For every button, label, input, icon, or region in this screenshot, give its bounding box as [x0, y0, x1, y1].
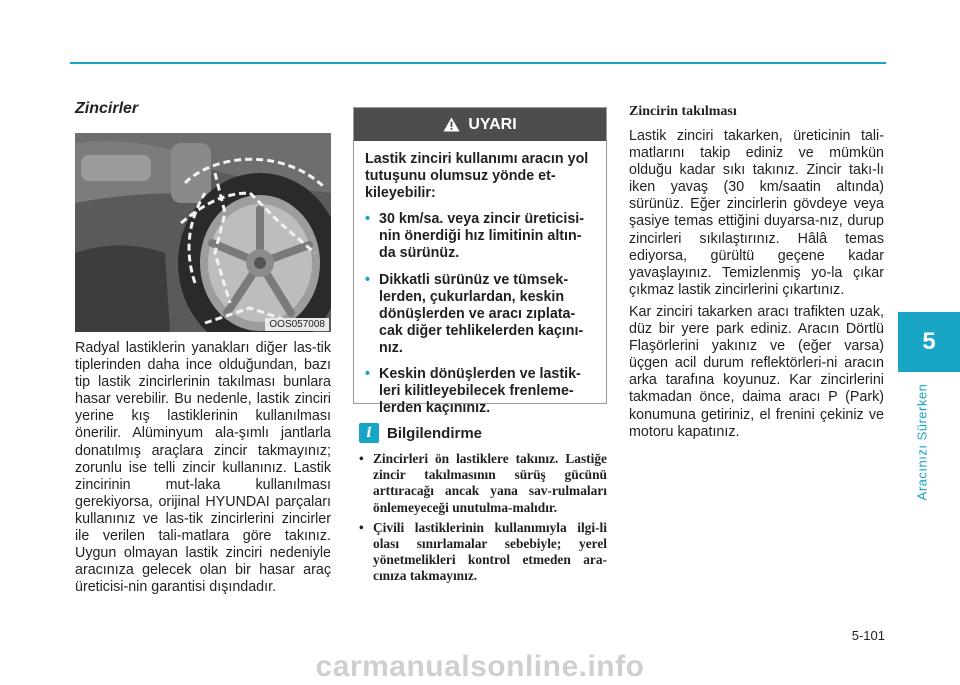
warning-header [354, 108, 606, 141]
section-heading-chains: Zincirler [75, 100, 139, 117]
warning-intro: Lastik zinciri kullanımı aracın yol tutuşunu olumsuz yönde et-kileyebilir: [365, 151, 589, 202]
tire-chain-photo [75, 133, 331, 332]
left-column [75, 100, 331, 596]
info-header [359, 423, 607, 443]
warning-body [354, 141, 606, 417]
warning-bullet: • Keskin dönüşlerden ve lastik-leri kilitleyebilecek frenleme-lerden kaçınınız. [365, 366, 597, 417]
info-item: • Çivili lastiklerinin kullanımıyla ilgi-li olası sınırlamalar sebebiyle; yerel yönetmelikleri kontrol etmeden ara-cınıza takmayınız. [359, 520, 607, 585]
warning-bullet: • 30 km/sa. veya zincir üreticisi-nin önerdiği hız limitinin altın-da sürünüz. [365, 211, 597, 262]
figure-caption: OOS057008 [265, 318, 329, 331]
watermark[interactable]: carmanualsonline.info [315, 650, 645, 683]
page-number: 5-101 [851, 628, 885, 643]
warning-box [353, 107, 607, 417]
installation-paragraph: Kar zinciri takarken aracı trafikten uzak, düz bir yere park ediniz. Aracın Dörtlü Flaşörlerini yakınız ve (eğer varsa) üçgen acil durum reflektörleri-ni aracın arka tarafına koyunuz. Kar zincirlerini takmadan önce, daima aracı P (Park) konumuna getiriniz, el frenini çekiniz ve motoru kapatınız. [629, 303, 884, 440]
warning-triangle-icon [443, 117, 460, 132]
info-item: • Zincirleri ön lastiklere takınız. Lastiğe zincir takılmasının sürüş gücünü arttıracağı ancak yana sav-rulmaları önlemeyeceği unutulma-malıdır. [359, 451, 607, 516]
info-title: Bilgilendirme [387, 424, 483, 442]
right-column [629, 104, 884, 441]
warning-title: UYARI [468, 115, 517, 133]
chapter-side-title: Aracınızı Sürerken [914, 383, 930, 501]
chapter-number-tab[interactable]: 5 [898, 312, 960, 372]
top-rule [70, 62, 886, 64]
warning-bullet: • Dikkatli sürünüz ve tümsek-lerden, çukurlardan, keskin dönüşlerden ve aracı zıplata-cak diğer tehlikelerden kaçını-nız. [365, 272, 597, 357]
info-section [359, 423, 607, 589]
chains-body-text: Radyal lastiklerin yanakları diğer las-tik tiplerinden daha ince olduğundan, bazı tip lastik zincirlerinin takılması bunlara hasar verebilir. Bu nedenle, lastik zinciri yerine kış lastiklerinin kullanılması önerilir. Alüminyum ala-şımlı jantlarla donatılmış araçlara zincir takmayınız; zorunlu ise telli zincir kullanınız. Lastik zincirinin mut-laka kullanılması gerekiyorsa, orijinal HYUNDAI parçaları kullanınız ve las-tik zincirlerini zincirler ile verilen tali-matlara göre takınız. Uygun olmayan lastik zinciri nedeniyle aracınıza gelecek olan bir hasar araç üreticisi-nin garantisi dışındadır. [75, 340, 331, 596]
section-heading-chain-installation: Zincirin takılması [629, 104, 737, 119]
wheel-with-chain-illustration [75, 133, 331, 332]
info-icon: i [359, 423, 379, 443]
installation-paragraph: Lastik zinciri takarken, üreticinin tali-matlarını takip ediniz ve mümkün olduğu kadar sıkı takınız. Zincir takı-lı iken yavaş (30 km/saatin altında) sürünüz. Eğer zincirlerin gövdeye veya şasiye temas ettiğini duyarsa-nız, durup zincirleri sıkılaştırınız. Hâlâ temas ediyorsa, gürültü geçene kadar yavaşlayınız. Temizlenmiş yo-la çıkar çıkmaz lastik zincirlerini çıkartınız. [629, 128, 884, 298]
